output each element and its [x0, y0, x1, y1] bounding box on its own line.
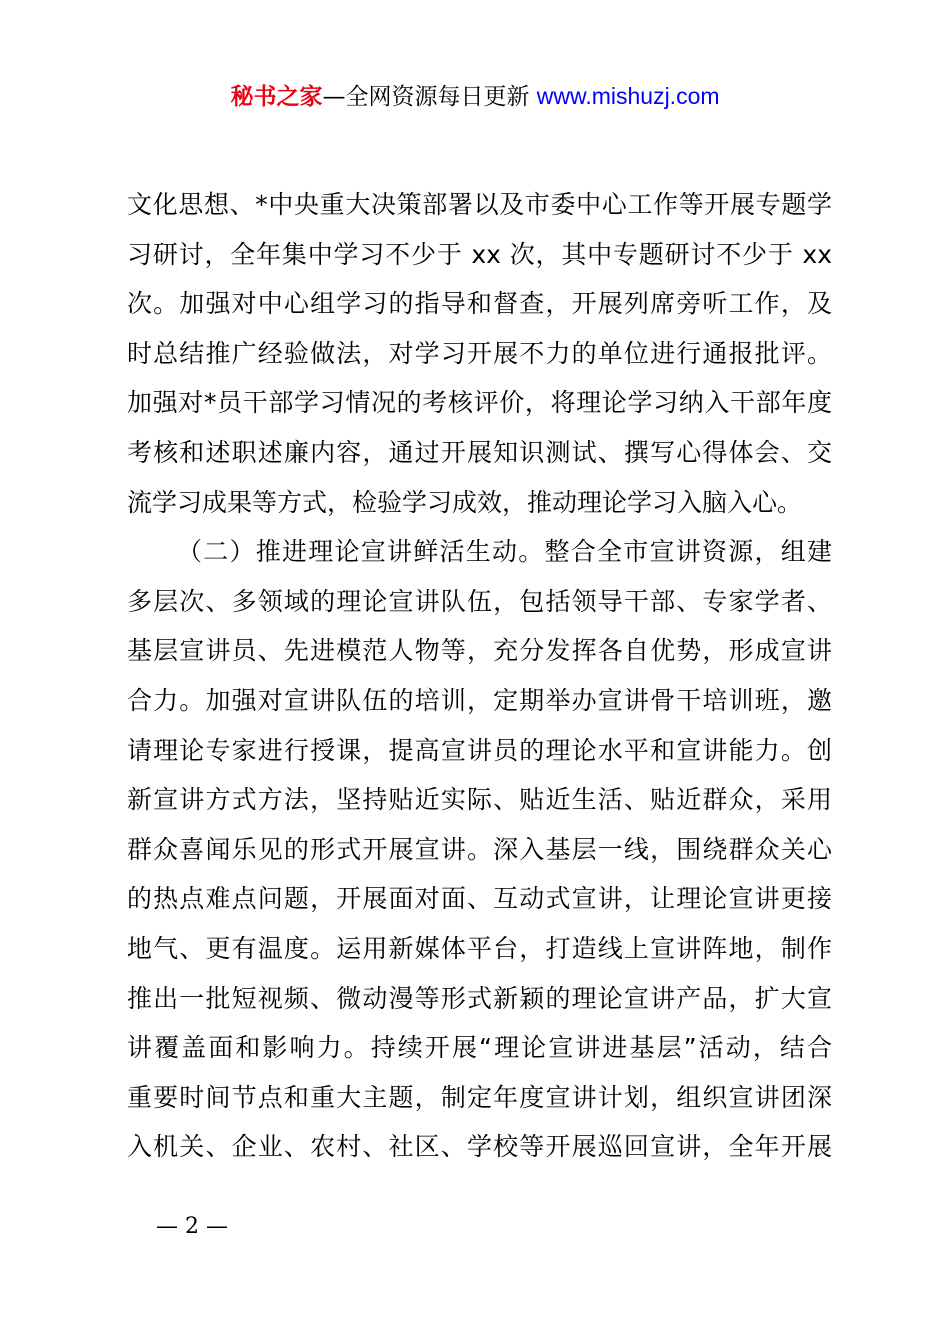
text-line: 重要时间节点和重大主题，制定年度宣讲计划，组织宣讲团深: [127, 1082, 832, 1112]
paragraph-start-line: （二）推进理论宣讲鲜活生动。整合全市宣讲资源，组建: [177, 537, 832, 567]
text-line: 次。加强对中心组学习的指导和督查，开展列席旁听工作，及: [127, 289, 832, 319]
document-body: [127, 180, 832, 1172]
text-line: 流学习成果等方式，检验学习成效，推动理论学习入脑入心。: [127, 487, 803, 517]
text-line: 讲覆盖面和影响力。持续开展“理论宣讲进基层”活动，结合: [127, 1033, 832, 1063]
text-line: 多层次、多领域的理论宣讲队伍，包括领导干部、专家学者、: [127, 586, 832, 616]
site-brand: 秘书之家: [230, 84, 323, 110]
text-line: 合力。加强对宣讲队伍的培训，定期举办宣讲骨干培训班，邀: [127, 685, 832, 715]
text-line: 入机关、企业、农村、社区、学校等开展巡回宣讲，全年开展: [127, 1132, 832, 1162]
site-url[interactable]: www.mishuzj.com: [536, 83, 720, 109]
text-line: 群众喜闻乐见的形式开展宣讲。深入基层一线，围绕群众关心: [127, 834, 832, 864]
text-line: 基层宣讲员、先进模范人物等，充分发挥各自优势，形成宣讲: [127, 636, 832, 666]
text-line: 考核和述职述廉内容，通过开展知识测试、撰写心得体会、交: [127, 437, 832, 467]
text-line: 文化思想、*中央重大决策部署以及市委中心工作等开展专题学: [127, 190, 832, 219]
site-tagline: —全网资源每日更新: [322, 84, 537, 110]
site-header: [0, 80, 950, 113]
text-line: 习研讨，全年集中学习不少于 xx 次，其中专题研讨不少于 xx: [127, 239, 832, 269]
text-line: 时总结推广经验做法，对学习开展不力的单位进行通报批评。: [127, 338, 832, 368]
text-line: 加强对*员干部学习情况的考核评价，将理论学习纳入干部年度: [127, 388, 832, 418]
text-line: 地气、更有温度。运用新媒体平台，打造线上宣讲阵地，制作: [127, 933, 832, 963]
text-line: 请理论专家进行授课，提高宣讲员的理论水平和宣讲能力。创: [127, 735, 832, 765]
text-line: 新宣讲方式方法，坚持贴近实际、贴近生活、贴近群众，采用: [127, 785, 832, 815]
text-line: 推出一批短视频、微动漫等形式新颖的理论宣讲产品，扩大宣: [127, 983, 832, 1013]
text-line: 的热点难点问题，开展面对面、互动式宣讲，让理论宣讲更接: [127, 884, 832, 914]
page-number: — 2 —: [156, 1214, 228, 1239]
